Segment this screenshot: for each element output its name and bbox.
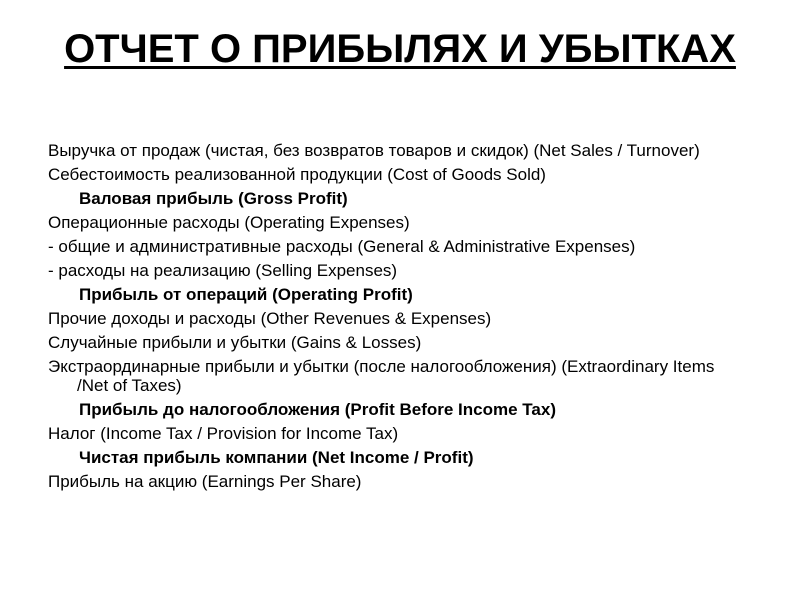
list-item-earnings-per-share: Прибыль на акцию (Earnings Per Share): [48, 472, 362, 491]
income-statement-list: [48, 141, 748, 496]
list-item-income-tax: Налог (Income Tax / Provision for Income Tax): [48, 424, 399, 443]
list-item-net-sales: Выручка от продаж (чистая, без возвратов товаров и скидок) (Net Sales / Turnover): [48, 141, 700, 160]
list-item-operating-profit: Прибыль от операций (Operating Profit): [79, 285, 413, 304]
list-item-gross-profit: Валовая прибыль (Gross Profit): [79, 189, 348, 208]
list-item-general-admin-expenses: - общие и административные расходы (General & Administrative Expenses): [48, 237, 636, 256]
list-item-net-income: Чистая прибыль компании (Net Income / Profit): [79, 448, 474, 467]
list-item-profit-before-tax: Прибыль до налогообложения (Profit Before Income Tax): [79, 400, 556, 419]
list-item-cost-of-goods-sold: Себестоимость реализованной продукции (Cost of Goods Sold): [48, 165, 546, 184]
list-item-other-revenues-expenses: Прочие доходы и расходы (Other Revenues & Expenses): [48, 309, 492, 328]
list-item-gains-losses: Случайные прибыли и убытки (Gains & Losses): [48, 333, 422, 352]
slide-title: [0, 24, 800, 74]
list-item-operating-expenses: Операционные расходы (Operating Expenses): [48, 213, 410, 232]
list-item-extraordinary-items: Экстраординарные прибыли и убытки (после налогообложения) (Extraordinary Items /Net of Taxes): [48, 357, 715, 395]
slide-title-text: ОТЧЕТ О ПРИБЫЛЯХ И УБЫТКАХ: [64, 27, 736, 71]
list-item-selling-expenses: - расходы на реализацию (Selling Expenses): [48, 261, 398, 280]
